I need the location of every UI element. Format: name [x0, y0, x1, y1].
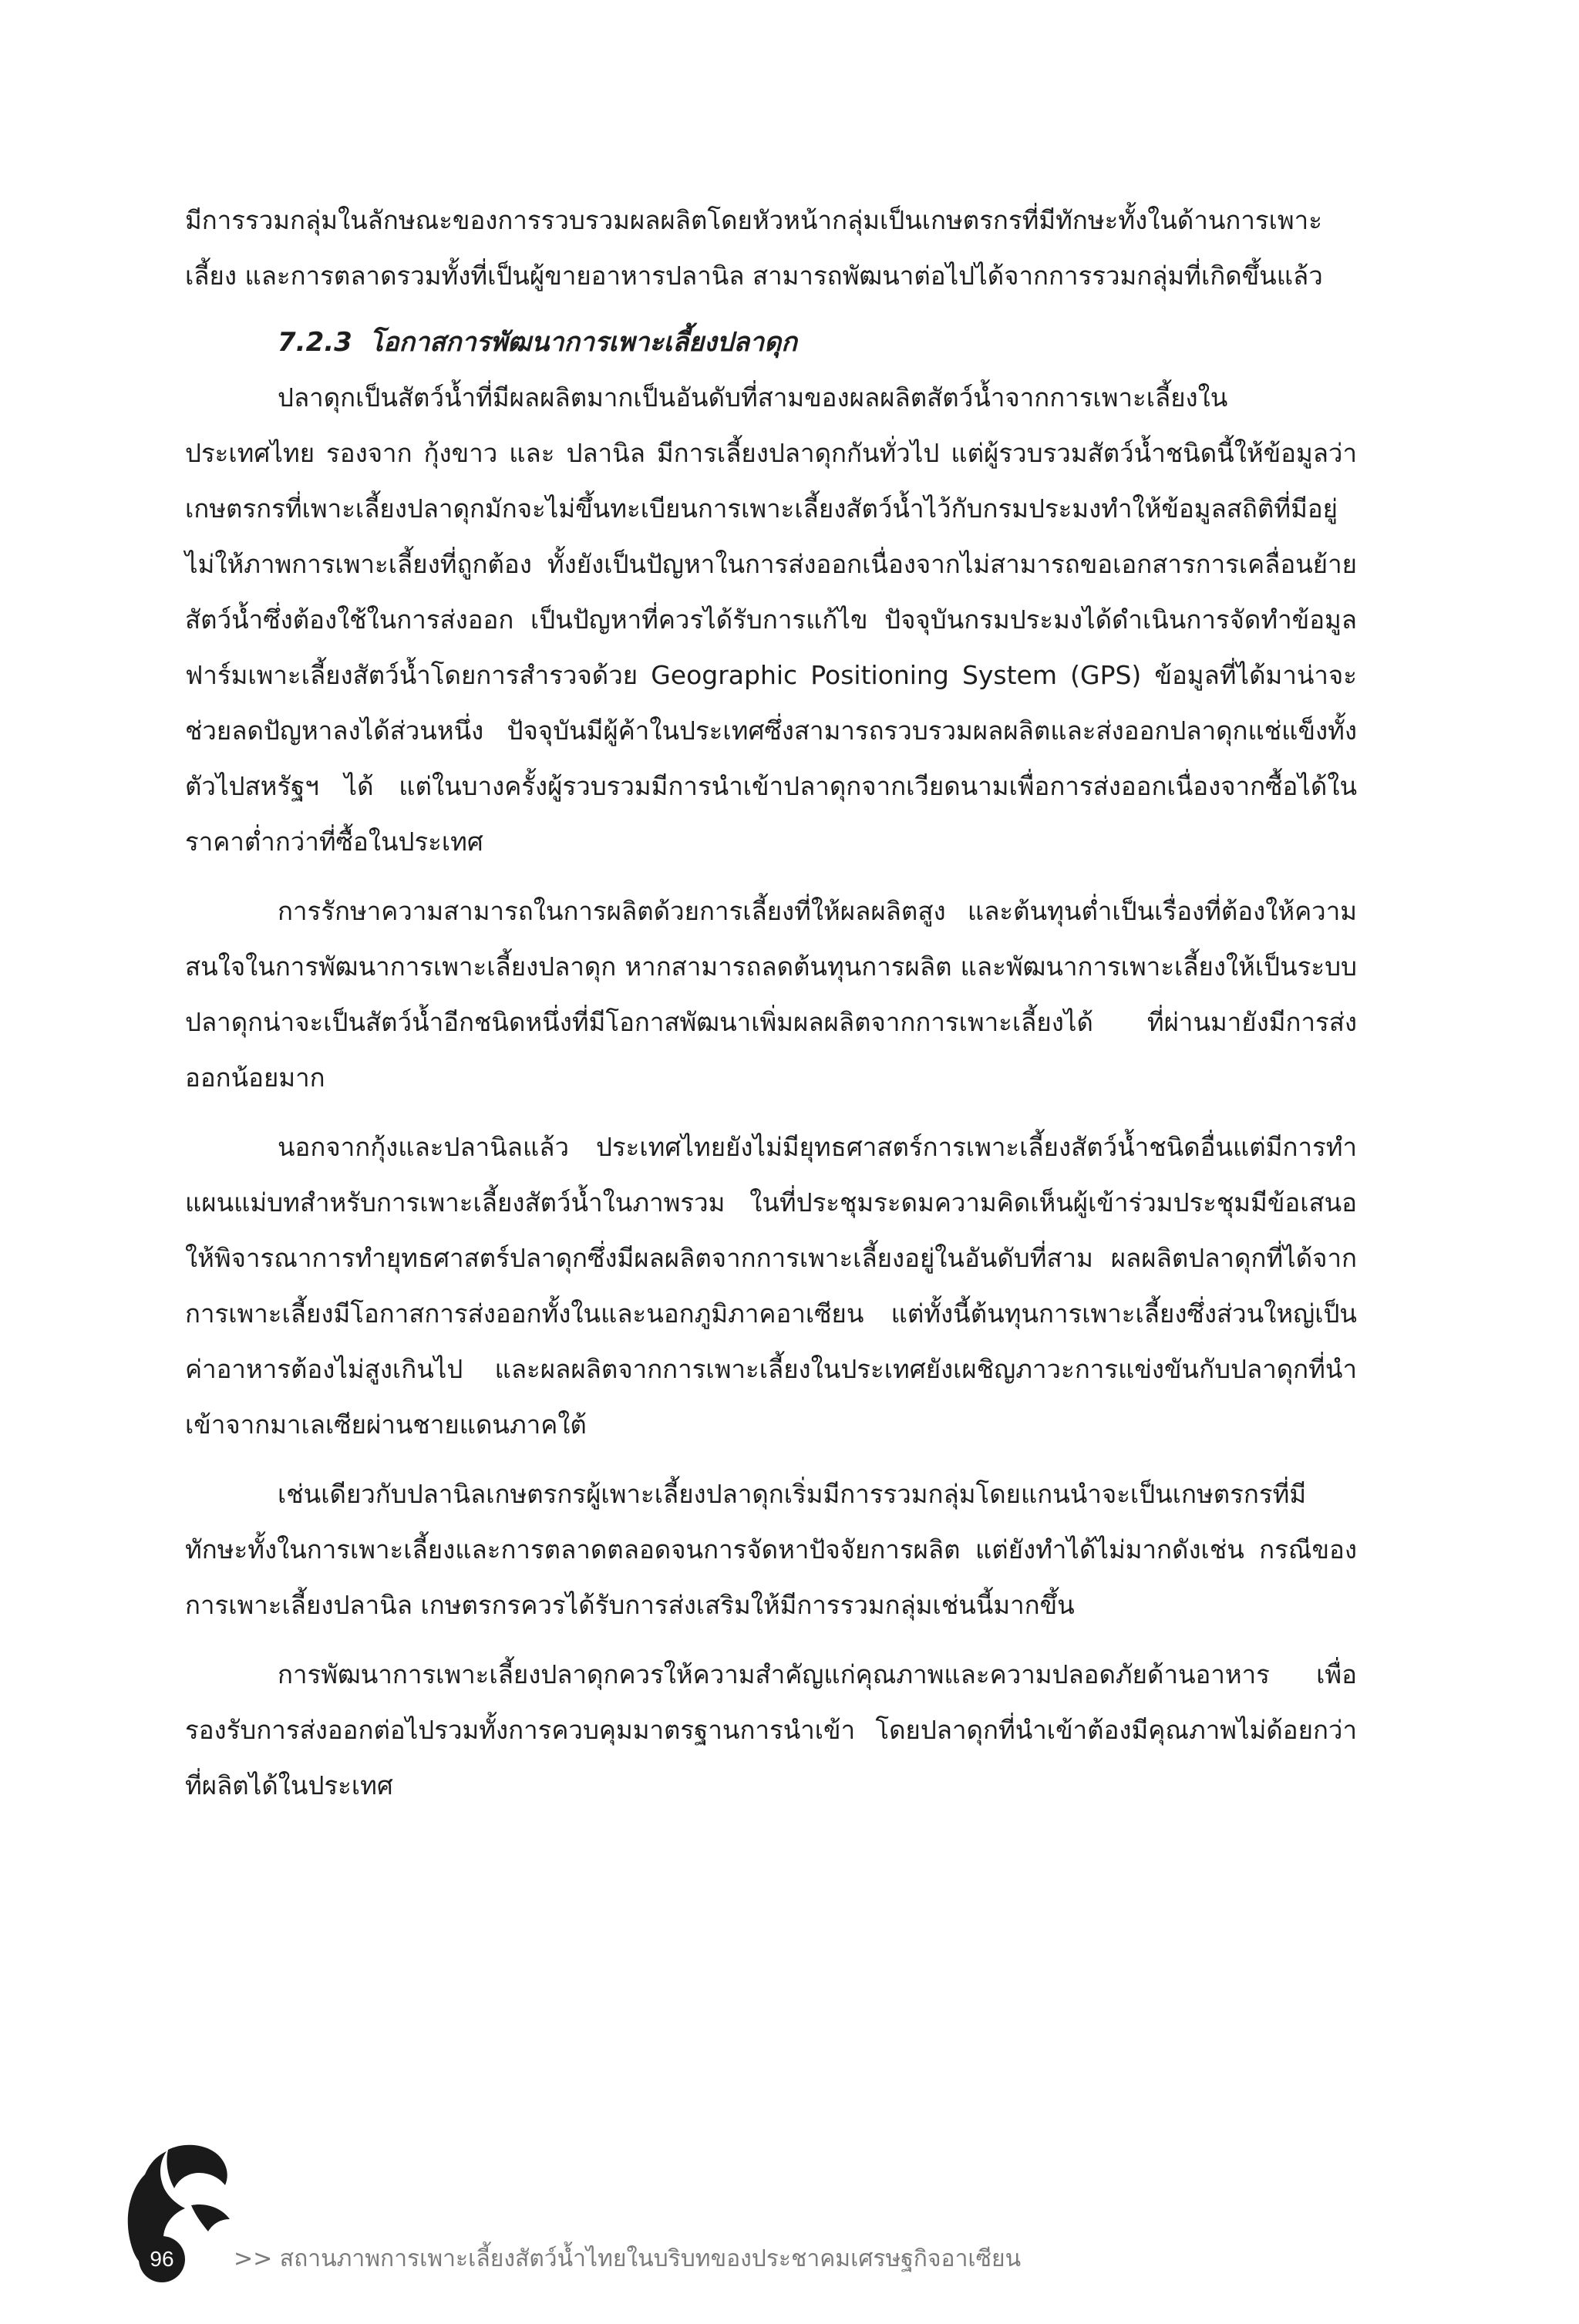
paragraph-1: ปลาดุกเป็นสัตว์น้ำที่มีผลผลิตมากเป็นอันดับที่สามของผลผลิตสัตว์น้ำจากการเพาะเลี้ยงในประเทศไทย รองจาก กุ้งขาว และ ปลานิล มีการเลี้ยงปลาดุกกันทั่วไป แต่ผู้รวบรวมสัตว์น้ำชนิดนี้ให้ข้อมูลว่าเกษตรกรที่เพาะเลี้ยงปลาดุกมักจะไม่ขึ้นทะเบียนการเพาะเลี้ยงสัตว์น้ำไว้กับกรมประมงทำให้ข้อมูลสถิติที่มีอยู่ไม่ให้ภาพการเพาะเลี้ยงที่ถูกต้อง ทั้งยังเป็นปัญหาในการส่งออกเนื่องจากไม่สามารถขอเอกสารการเคลื่อนย้ายสัตว์น้ำซึ่งต้องใช้ในการส่งออก เป็นปัญหาที่ควรได้รับการแก้ไข ปัจจุบันกรมประมงได้ดำเนินการจัดทำข้อมูลฟาร์มเพาะเลี้ยงสัตว์น้ำโดยการสำรวจด้วย Geographic Positioning System (GPS) ข้อมูลที่ได้มาน่าจะช่วยลดปัญหาลงได้ส่วนหนึ่ง ปัจจุบันมีผู้ค้าในประเทศซึ่งสามารถรวบรวมผลผลิตและส่งออกปลาดุกแช่แข็งทั้งตัวไปสหรัฐฯ ได้ แต่ในบางครั้งผู้รวบรวมมีการนำเข้าปลาดุกจากเวียดนามเพื่อการส่งออกเนื่องจากซื้อได้ในราคาต่ำกว่าที่ซื้อในประเทศ: [185, 382, 1357, 857]
paragraph-5: การพัฒนาการเพาะเลี้ยงปลาดุกควรให้ความสำคัญแก่คุณภาพและความปลอดภัยด้านอาหาร เพื่อรองรับการส่งออกต่อไปรวมทั้งการควบคุมมาตรฐานการนำเข้า โดยปลาดุกที่นำเข้าต้องมีคุณภาพไม่ด้อยกว่าที่ผลิตได้ในประเทศ: [185, 1659, 1357, 1800]
document-body: [185, 193, 1357, 1827]
section-title: โอกาสการพัฒนาการเพาะเลี้ยงปลาดุก: [369, 327, 797, 358]
paragraph-continuation: มีการรวมกลุ่มในลักษณะของการรวบรวมผลผลิตโดยหัวหน้ากลุ่มเป็นเกษตรกรที่มีทักษะทั้งในด้านการเพาะเลี้ยง และการตลาดรวมทั้งที่เป็นผู้ขายอาหารปลานิล สามารถพัฒนาต่อไปได้จากการรวมกลุ่มที่เกิดขึ้นแล้ว: [185, 205, 1323, 291]
section-heading: [185, 315, 1357, 370]
paragraph-2: การรักษาความสามารถในการผลิตด้วยการเลี้ยงที่ให้ผลผลิตสูง และต้นทุนต่ำเป็นเรื่องที่ต้องให้ความสนใจในการพัฒนาการเพาะเลี้ยงปลาดุก หากสามารถลดต้นทุนการผลิต และพัฒนาการเพาะเลี้ยงให้เป็นระบบ ปลาดุกน่าจะเป็นสัตว์น้ำอีกชนิดหนึ่งที่มีโอกาสพัฒนาเพิ่มผลผลิตจากการเพาะเลี้ยงได้ ที่ผ่านมายังมีการส่งออกน้อยมาก: [185, 896, 1357, 1093]
paragraph-3: นอกจากกุ้งและปลานิลแล้ว ประเทศไทยยังไม่มียุทธศาสตร์การเพาะเลี้ยงสัตว์น้ำชนิดอื่นแต่มีการทำแผนแม่บทสำหรับการเพาะเลี้ยงสัตว์น้ำในภาพรวม ในที่ประชุมระดมความคิดเห็นผู้เข้าร่วมประชุมมีข้อเสนอให้พิจารณาการทำยุทธศาสตร์ปลาดุกซึ่งมีผลผลิตจากการเพาะเลี้ยงอยู่ในอันดับที่สาม ผลผลิตปลาดุกที่ได้จากการเพาะเลี้ยงมีโอกาสการส่งออกทั้งในและนอกภูมิภาคอาเซียน แต่ทั้งนี้ต้นทุนการเพาะเลี้ยงซึ่งส่วนใหญ่เป็นค่าอาหารต้องไม่สูงเกินไป และผลผลิตจากการเพาะเลี้ยงในประเทศยังเผชิญภาวะการแข่งขันกับปลาดุกที่นำเข้าจากมาเลเซียผ่านชายแดนภาคใต้: [185, 1132, 1357, 1440]
paragraph-4: เช่นเดียวกับปลานิลเกษตรกรผู้เพาะเลี้ยงปลาดุกเริ่มมีการรวมกลุ่มโดยแกนนำจะเป็นเกษตรกรที่มีทักษะทั้งในการเพาะเลี้ยงและการตลาดตลอดจนการจัดหาปัจจัยการผลิต แต่ยังทำได้ไม่มากดังเช่น กรณีของการเพาะเลี้ยงปลานิล เกษตรกรควรได้รับการส่งเสริมให้มีการรวมกลุ่มเช่นนี้มากขึ้น: [185, 1479, 1357, 1620]
running-title: >> สถานภาพการเพาะเลี้ยงสัตว์น้ำไทยในบริบทของประชาคมเศรษฐกิจอาเซียน: [234, 2245, 1022, 2272]
page-number: 96: [150, 2247, 174, 2271]
section-number: 7.2.3: [278, 327, 352, 358]
page-footer: [114, 2128, 1271, 2282]
